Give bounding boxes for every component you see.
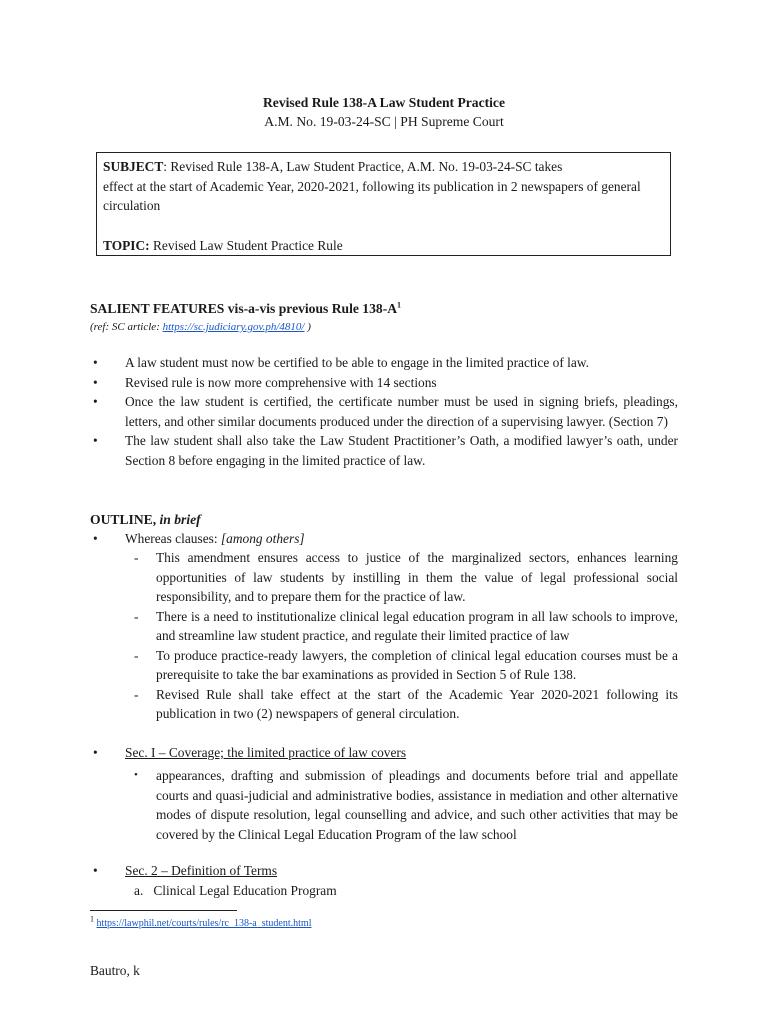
salient-features-heading: SALIENT FEATURES vis-a-vis previous Rule $138-A^1$ — [90, 300, 402, 316]
lawphil-link[interactable]: https://lawphil.net/courts/rules/rc_138-a_student.html — [96, 918, 312, 929]
subject-line — [103, 157, 664, 177]
document-title: Revised Rule 138-A Law Student Practice — [262, 95, 506, 110]
list-item: - There is a need to institutionalize clinical legal education program in all law schools to improve, and streamline law student practice, and regulate their limited practice of law — [134, 607, 678, 646]
list-item: • Revised rule is now more comprehensive with 14 sections — [90, 373, 678, 393]
whereas-clauses — [134, 548, 678, 724]
list-item: - To produce practice-ready lawyers, the completion of clinical legal education courses must be a prerequisite to take the bar examinations as provided in Section 5 of Rule 138. — [134, 646, 678, 685]
topic-label: TOPIC: — [103, 237, 150, 253]
whereas-list — [90, 529, 678, 549]
list-item: • appearances, drafting and submission of pleadings and documents before trial and appellate courts and quasi-judicial and administrative bodies, assistance in mediation and other alternative modes of dispute resolution, legal counselling and advice, and such other activities that may be covered by the Clinical Legal Education Program of the law school — [134, 766, 678, 844]
topic-text: Revised Law Student Practice Rule — [149, 237, 343, 253]
salient-features-list — [90, 353, 678, 470]
footnote-marker: 1 — [397, 300, 402, 310]
author-footer: Bautro, k — [90, 963, 140, 978]
footnote: $^1$ https://lawphil.net/courts/rules/rc_138-a_student.html — [90, 914, 312, 929]
subject-label: SUBJECT — [103, 159, 164, 174]
subject-text-start: : Revised Rule 138-A, Law Student Practice, A.M. No. 19-03-24-SC takes — [163, 159, 563, 174]
subject-box — [96, 152, 671, 256]
list-item: - This amendment ensures access to justice of the marginalized sectors, enhances learning opportunities of law students by instilling in them the value of legal professional social responsibility, and to prepare them for the practice of law. — [134, 548, 678, 607]
list-item: • The law student shall also take the Law Student Practitioner’s Oath, a modified lawyer’s oath, under Section 8 before engaging in the limited practice of law. — [90, 431, 678, 470]
subject-text-rest: effect at the start of Academic Year, 2020-2021, following its publication in 2 newspapers of general circulation — [103, 178, 641, 213]
document-subtitle: A.M. No. 19-03-24-SC | PH Supreme Court — [264, 114, 504, 129]
section-1-heading: • Sec. I – Coverage; the limited practice of law covers — [90, 743, 678, 763]
section-2-list — [90, 861, 678, 881]
list-item: - Revised Rule shall take effect at the start of the Academic Year 2020-2021 following its publication in two (2) newspapers of general circulation. — [134, 685, 678, 724]
sc-article-link[interactable]: https://sc.judiciary.gov.ph/4810/ — [162, 321, 305, 333]
list-item: • A law student must now be certified to be able to engage in the limited practice of law. — [90, 353, 678, 373]
list-item: • Once the law student is certified, the certificate number must be used in signing briefs, pleadings, letters, and other similar documents produced under the direction of a supervising lawyer. (Section 7) — [90, 392, 678, 431]
footnote-divider — [90, 910, 237, 911]
outline-heading: OUTLINE, in brief — [90, 512, 201, 527]
section-2-item-a: a. Clinical Legal Education Program — [134, 883, 337, 898]
section-1-list — [90, 743, 678, 763]
section-1-items — [134, 766, 678, 844]
whereas-item: • Whereas clauses: [among others] — [90, 529, 678, 549]
section-2-heading: • Sec. 2 – Definition of Terms — [90, 861, 678, 881]
topic-line — [103, 236, 664, 256]
reference-line: (ref: SC article: https://sc.judiciary.gov.ph/4810/ ) — [90, 321, 311, 333]
